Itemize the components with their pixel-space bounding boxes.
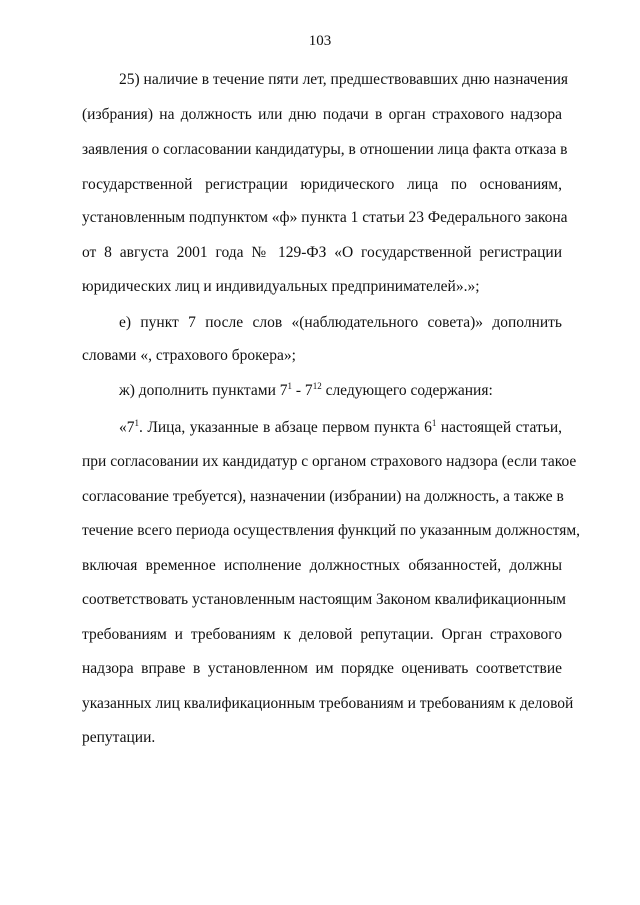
text-fragment: . Лица, указанные в абзаце первом пункта 6 — [139, 419, 432, 436]
text-line: словами «, страхового брокера»; — [82, 347, 296, 364]
text-line — [119, 381, 562, 401]
text-fragment: настоящей статьи, — [436, 419, 562, 436]
text-line: государственной регистрации юридического лица по основаниям, — [82, 176, 562, 193]
text-fragment: «7 — [119, 419, 135, 436]
text-line: соответствовать установленным настоящим Законом квалификационным — [82, 591, 566, 608]
text-line: при согласовании их кандидатур с органом страхового надзора (если такое — [82, 453, 577, 470]
superscript: 1 — [287, 381, 293, 391]
text-line: указанных лиц квалификационным требованиям и требованиям к деловой — [82, 695, 574, 712]
text-line: от 8 августа 2001 года № 129-ФЗ «О государственной регистрации — [82, 244, 562, 261]
text-line: юридических лиц и индивидуальных предпринимателей».»; — [82, 278, 480, 295]
text-line: согласование требуется), назначении (избрании) на должность, а также в — [82, 488, 564, 505]
text-fragment: - 7 — [292, 382, 313, 399]
text-line: надзора вправе в установленном им порядке оценивать соответствие — [82, 660, 562, 677]
text-line: 25) наличие в течение пяти лет, предшествовавших дню назначения — [119, 71, 569, 88]
text-line: течение всего периода осуществления функций по указанным должностям, — [82, 522, 581, 539]
text-fragment: следующего содержания: — [321, 382, 493, 399]
text-line: требованиям и требованиям к деловой репутации. Орган страхового — [82, 626, 562, 643]
text-line: установленным подпунктом «ф» пункта 1 статьи 23 Федерального закона — [82, 209, 568, 226]
text-fragment: ж) дополнить пунктами 7 — [119, 382, 288, 399]
superscript: 1 — [134, 418, 139, 428]
text-line: (избрания) на должность или дню подачи в орган страхового надзора — [82, 106, 562, 123]
superscript: 1 — [431, 418, 437, 428]
text-line: включая временное исполнение должностных обязанностей, должны — [82, 557, 562, 574]
text-line: заявления о согласовании кандидатуры, в отношении лица факта отказа в — [82, 141, 568, 158]
text-line: репутации. — [82, 729, 156, 746]
text-line — [119, 418, 562, 438]
page-number: 103 — [308, 33, 332, 49]
superscript: 12 — [312, 381, 322, 391]
text-line: е) пункт 7 после слов «(наблюдательного совета)» дополнить — [119, 314, 562, 331]
